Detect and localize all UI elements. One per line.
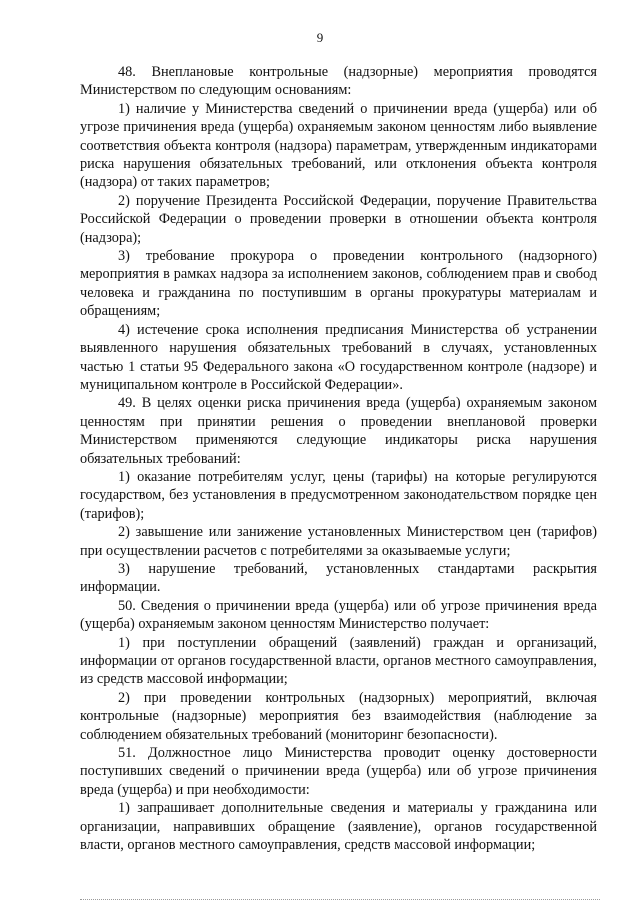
paragraph-49-item-1: 1) оказание потребителям услуг, цены (тарифы) на которые регулируются государством, без установления в предусмотренном законодательством порядке цен (тарифов); [80,468,597,522]
paragraph-48-item-3: 3) требование прокурора о проведении контрольного (надзорного) мероприятия в рамках надзора за исполнением законов, соблюдением прав и свобод человека и гражданина по поступившим в органы прокуратуры материалам и обращениям; [80,248,597,320]
paragraph-50-item-1: 1) при поступлении обращений (заявлений) граждан и организаций, информации от органов государственной власти, органов местного самоуправления, из средств массовой информации; [80,634,597,688]
paragraph-51: 51. Должностное лицо Министерства проводит оценку достоверности поступивших сведений о причинении вреда (ущерба) или об угрозе причинения вреда (ущерба) и при необходимости: [80,745,597,798]
paragraph-48-item-2: 2) поручение Президента Российской Федерации, поручение Правительства Российской Федерации о проведении проверки в отношении объекта контроля (надзора); [80,192,597,246]
paragraph-51-item-1: 1) запрашивает дополнительные сведения и материалы у гражданина или организации, направивших обращение (заявление), органов государственной власти, органов местного самоуправления, средств массовой информации; [80,800,597,854]
paragraph-50-item-2: 2) при проведении контрольных (надзорных) мероприятий, включая контрольные (надзорные) мероприятия без взаимодействия (наблюдение за соблюдением обязательных требований (мониторинг безопасности). [80,689,597,743]
paragraph-49-item-3: 3) нарушение требований, установленных стандартами раскрытия информации. [80,560,597,596]
paragraph-50: 50. Сведения о причинении вреда (ущерба) или об угрозе причинения вреда (ущерба) охраняемым законом ценностям Министерство получает: [80,597,597,633]
scan-bottom-edge [80,899,600,900]
paragraph-48: 48. Внеплановые контрольные (надзорные) мероприятия проводятся Министерством по следующим основаниям: [80,64,597,99]
page-number: 9 [316,30,324,45]
paragraph-49: 49. В целях оценки риска причинения вреда (ущерба) охраняемым законом ценностям при принятии решения о проведении внеплановой проверки Министерством применяются следующие индикаторы риска нарушения обязательных требований: [80,395,597,467]
paragraph-49-item-2: 2) завышение или занижение установленных Министерством цен (тарифов) при осуществлении расчетов с потребителями за оказываемые услуги; [80,524,597,559]
paragraph-48-item-4: 4) истечение срока исполнения предписания Министерства об устранении выявленного нарушения обязательных требований в случаях, установленных частью 1 статьи 95 Федерального закона «О государственном контроле (надзоре) и муниципальном контроле в Российской Федерации». [80,321,597,393]
document-body [80,63,597,854]
paragraph-48-item-1: 1) наличие у Министерства сведений о причинении вреда (ущерба) или об угрозе причинения вреда (ущерба) охраняемым законом ценностям либо выявление соответствия объекта контроля (надзора) параметрам, утвержденным индикаторами риска нарушения обязательных требований, или отклонения объекта контроля (надзора) от таких параметров; [80,100,597,191]
